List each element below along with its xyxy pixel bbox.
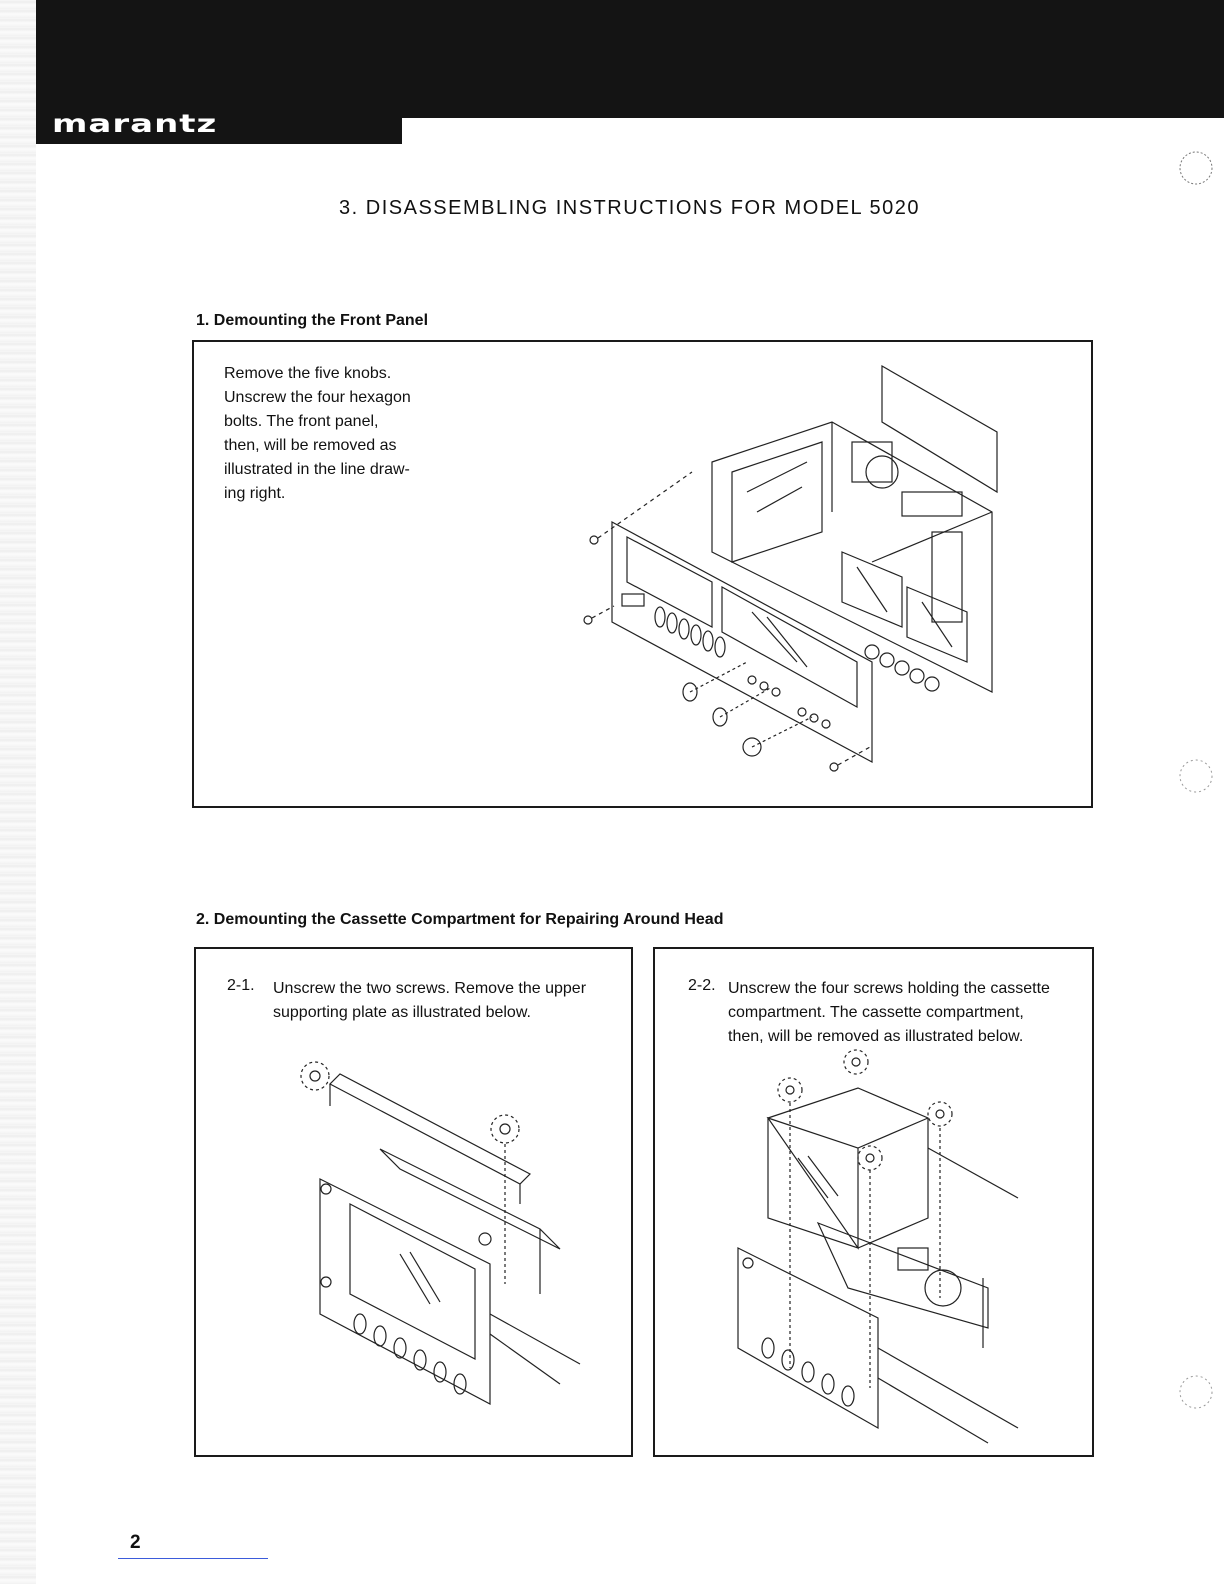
punch-hole-mark (1176, 756, 1216, 796)
header-band (36, 0, 1224, 118)
front-panel-instructions: Remove the five knobs. Unscrew the four hexagon bolts. The front panel, then, will be removed as illustrated in the line draw- ing right. (224, 365, 411, 502)
step-2-2-number: 2-2. (688, 977, 716, 994)
punch-hole-mark (1176, 148, 1216, 188)
punch-hole-mark (1176, 1372, 1216, 1412)
section-2-heading: 2. Demounting the Cassette Compartment for Repairing Around Head (196, 911, 724, 928)
page-number: 2 (130, 1532, 141, 1553)
step-2-2-instructions: Unscrew the four screws holding the cassette compartment. The cassette compartment, then, will be removed as illustrated below. (728, 980, 1050, 1045)
step-2-1-number: 2-1. (227, 977, 255, 994)
page-title: 3. DISASSEMBLING INSTRUCTIONS FOR MODEL 5020 (339, 197, 920, 219)
front-panel-exploded-drawing (572, 362, 1022, 782)
step-2-1-instructions: Unscrew the two screws. Remove the upper supporting plate as illustrated below. (273, 980, 587, 1021)
upper-plate-removal-drawing (290, 1054, 590, 1434)
footer-rule (118, 1558, 268, 1559)
section-1-heading: 1. Demounting the Front Panel (196, 312, 429, 329)
brand-logo: marantz (52, 109, 218, 139)
page-edge-texture (0, 0, 36, 1584)
cassette-compartment-removal-drawing (728, 1048, 1028, 1448)
